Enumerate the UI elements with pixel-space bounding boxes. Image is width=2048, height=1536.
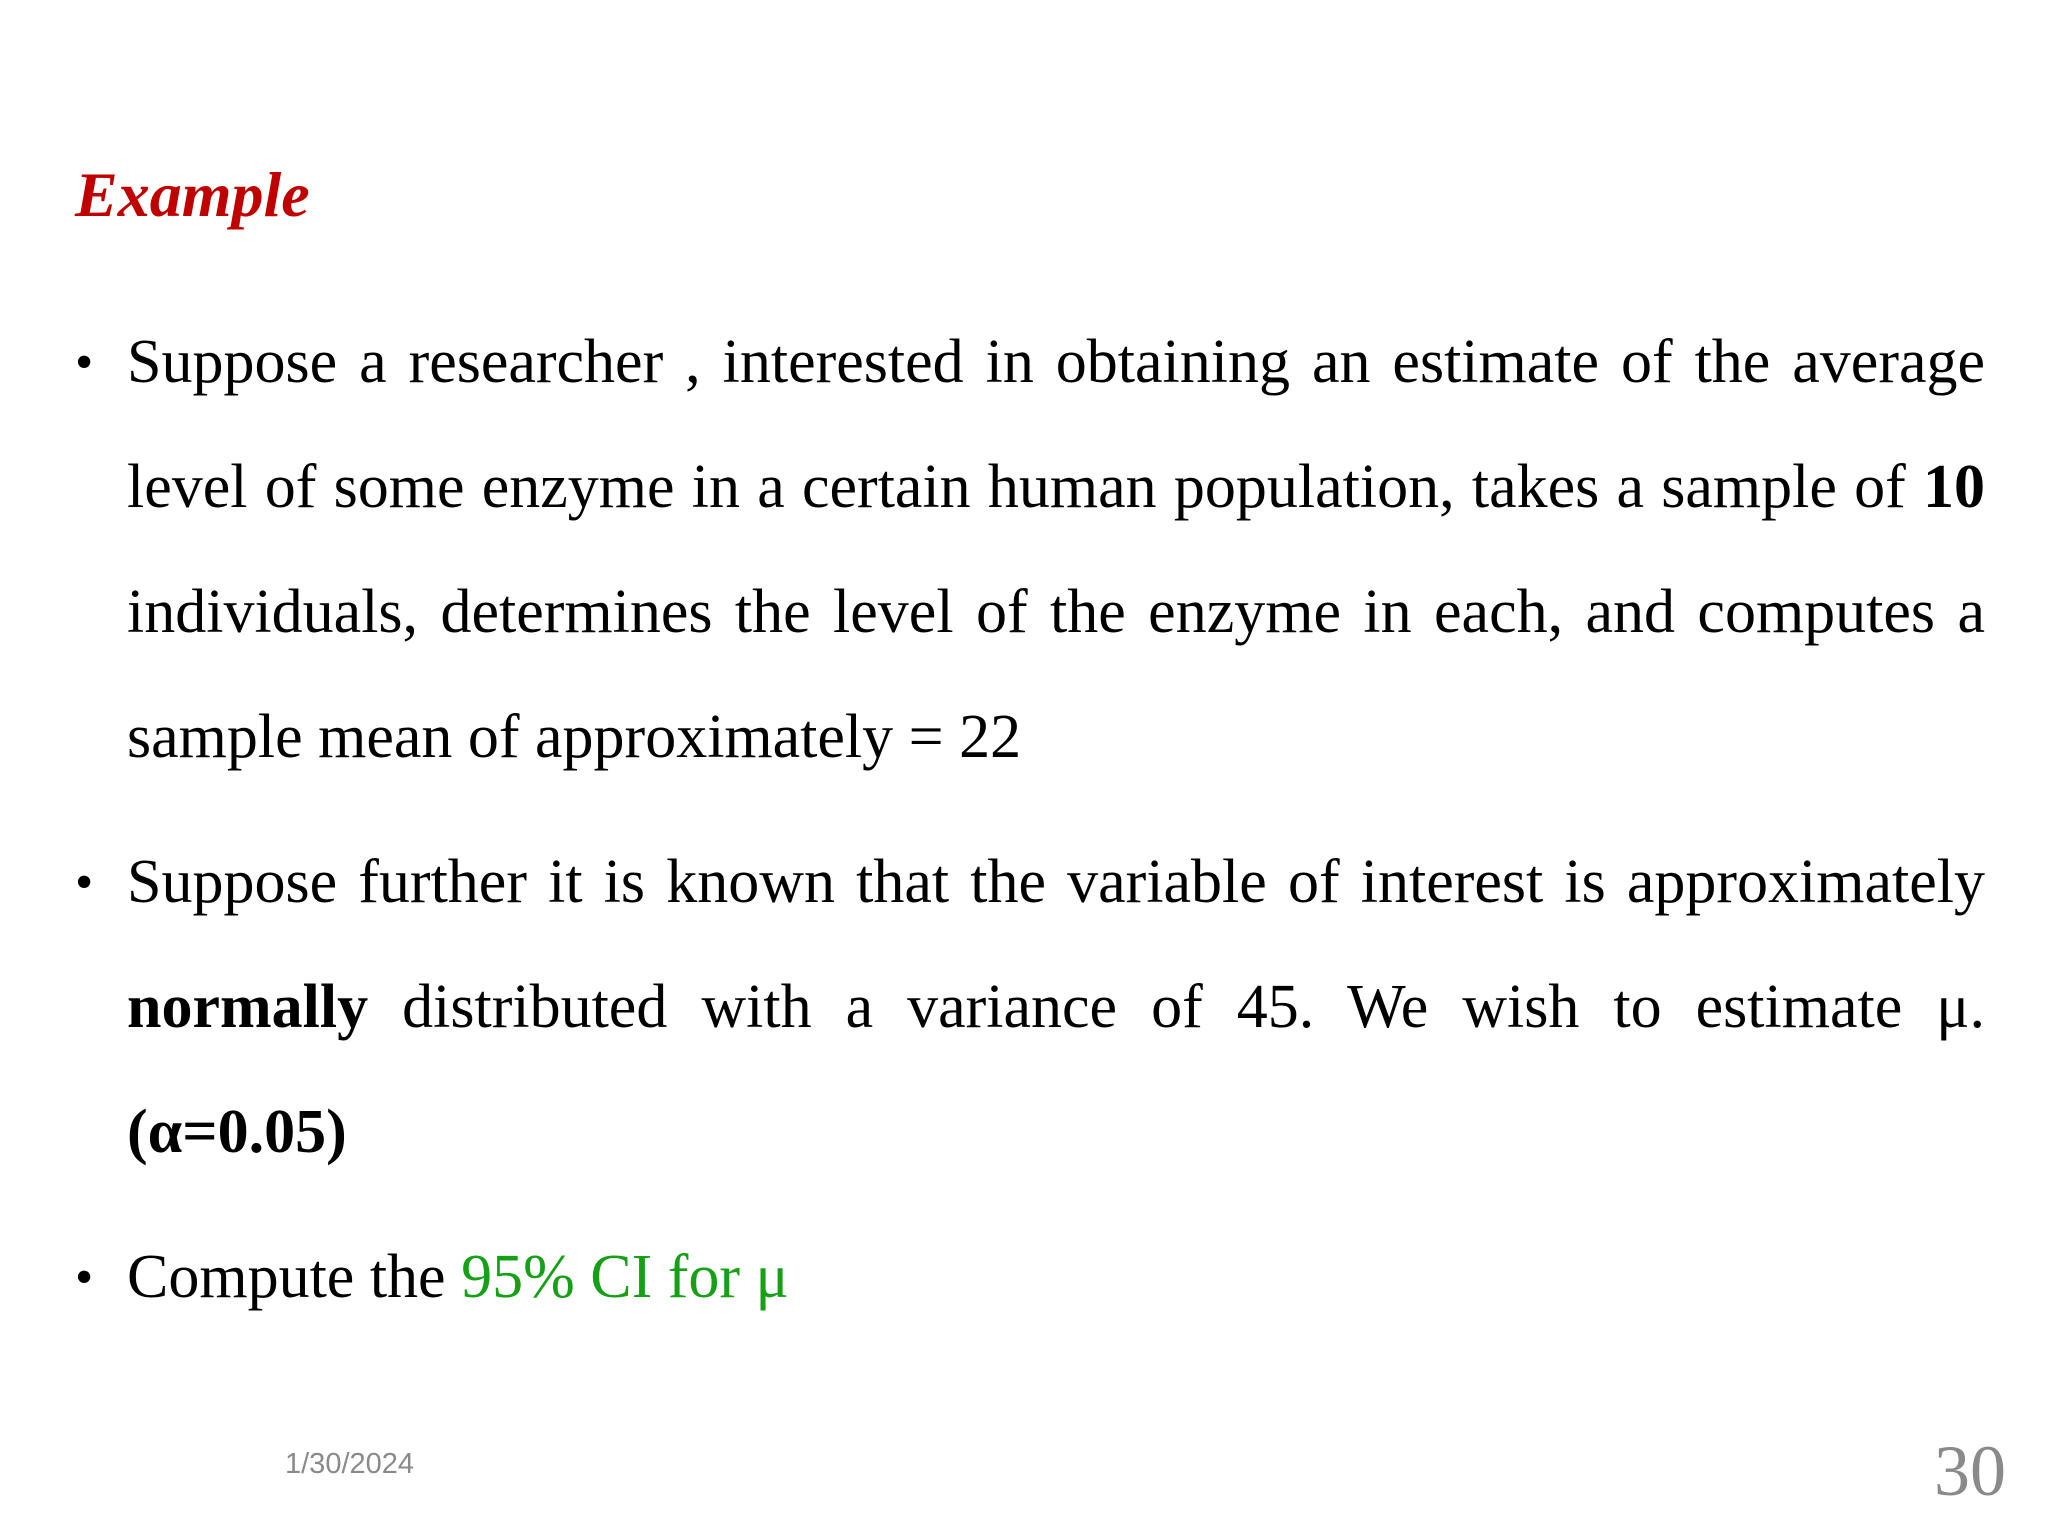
distribution-term: normally (127, 973, 369, 1041)
ci-highlight: 95% CI for μ (461, 1243, 789, 1311)
slide-title: Example (75, 159, 310, 230)
bullet-icon: • (75, 1249, 94, 1306)
bullet-item-distribution (75, 820, 1985, 1195)
footer-date: 1/30/2024 (285, 1448, 415, 1480)
bullet-icon: • (75, 854, 94, 911)
bullet-list (75, 300, 1985, 1340)
bullet-item-task (75, 1215, 1985, 1340)
bullet-text: Suppose further it is known that the variable of interest is approximately (127, 848, 1985, 916)
bullet-text: individuals, determines the level of the enzyme in each, and computes a sample mean of approximately = 22 (127, 578, 1985, 771)
alpha-value: (α=0.05) (127, 1098, 347, 1166)
bullet-icon: • (75, 334, 94, 391)
bullet-item-sample (75, 300, 1985, 800)
sample-size-value: 10 (1923, 453, 1985, 521)
bullet-text: Suppose a researcher , interested in obtaining an estimate of the average level of some enzyme in a certain human population, takes a sample of (127, 328, 1985, 521)
bullet-text: Compute the (127, 1243, 462, 1311)
page-number: 30 (1934, 1431, 2006, 1511)
bullet-text: distributed with a variance of 45. We wish to estimate μ. (368, 973, 1985, 1041)
